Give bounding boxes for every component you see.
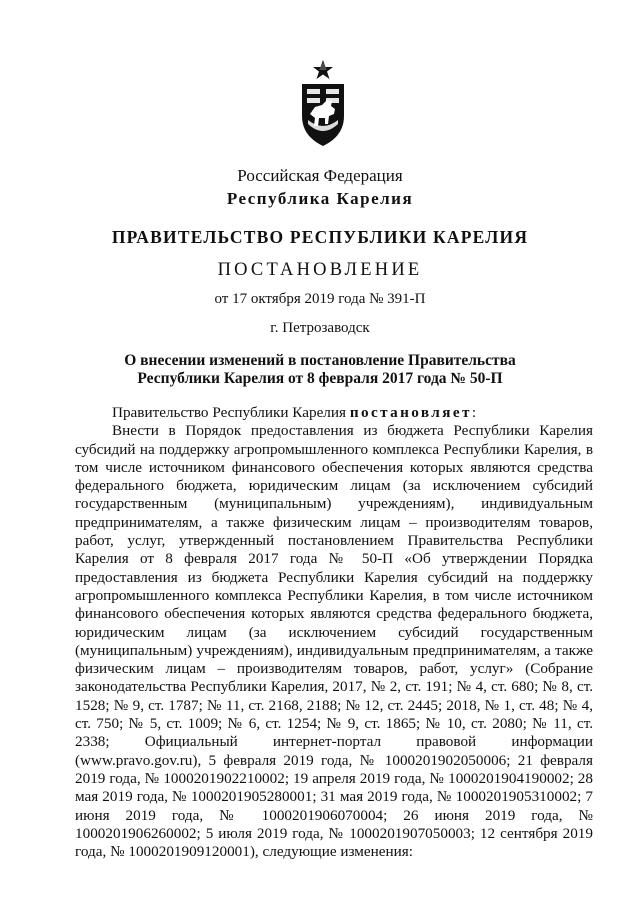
country-name: Российская Федерация <box>237 166 403 185</box>
document-city: г. Петрозаводск <box>270 320 370 336</box>
document-body <box>75 404 593 861</box>
resolution-intro <box>75 404 593 422</box>
karelia-coat-of-arms-icon <box>298 58 348 148</box>
document-subject <box>0 352 640 388</box>
intro-suffix: : <box>471 404 477 421</box>
document-date-number: от 17 октября 2019 года № 391-П <box>214 291 426 307</box>
intro-prefix: Правительство Республики Карелия <box>112 404 350 421</box>
subject-line-1: О внесении изменений в постановление Правительства <box>124 352 516 369</box>
document-type: ПОСТАНОВЛЕНИЕ <box>217 260 423 280</box>
issuing-authority: ПРАВИТЕЛЬСТВО РЕСПУБЛИКИ КАРЕЛИЯ <box>111 227 529 247</box>
body-paragraph: Внести в Порядок предоставления из бюджета Республики Карелия субсидий на поддержку агропромышленного комплекса Республики Карелия, в том числе источником финансового обеспечения которых являются средства федерального бюджета, юридическим лицам (за исключением субсидий государственным (муниципальным) учреждениям), индивидуальным предпринимателям, а также физическим лицам – производителям товаров, работ, услуг, утвержденный постановлением Правительства Республики Карелия от 8 февраля 2017 года № 50-П «Об утверждении Порядка предоставления из бюджета Республики Карелия субсидий на поддержку агропромышленного комплекса Республики Карелия, в том числе источником финансового обеспечения которых являются средства федерального бюджета, юридическим лицам (за исключением субсидий государственным (муниципальным) учреждениям), индивидуальным предпринимателям, а также физическим лицам – производителям товаров, работ, услуг» (Собрание законодательства Республики Карелия, 2017, № 2, ст. 191; № 4, ст. 680; № 8, ст. 1528; № 9, ст. 1787; № 11, ст. 2168, 2188; № 12, ст. 2445; 2018, № 1, ст. 48; № 4, ст. 750; № 5, ст. 1009; № 6, ст. 1254; № 9, ст. 1865; № 10, ст. 2080; № 11, ст. 2338; Официальный интернет-портал правовой информации (www.pravo.gov.ru), 5 февраля 2019 года, № 1000201902050006; 21 февраля 2019 года, № 1000201902210002; 19 апреля 2019 года, № 1000201904190002; 28 мая 2019 года, № 1000201905280001; 31 мая 2019 года, № 1000201905310002; 7 июня 2019 года, № 1000201906070004; 26 июня 2019 года, № 1000201906260002; 5 июля 2019 года, № 1000201907050003; 12 сентября 2019 года, № 1000201909120001), следующие изменения: <box>75 422 593 861</box>
resolves-word: постановляет <box>349 404 472 421</box>
subject-line-2: Республики Карелия от 8 февраля 2017 года № 50-П <box>137 370 503 387</box>
republic-name: Республика Карелия <box>226 189 414 208</box>
